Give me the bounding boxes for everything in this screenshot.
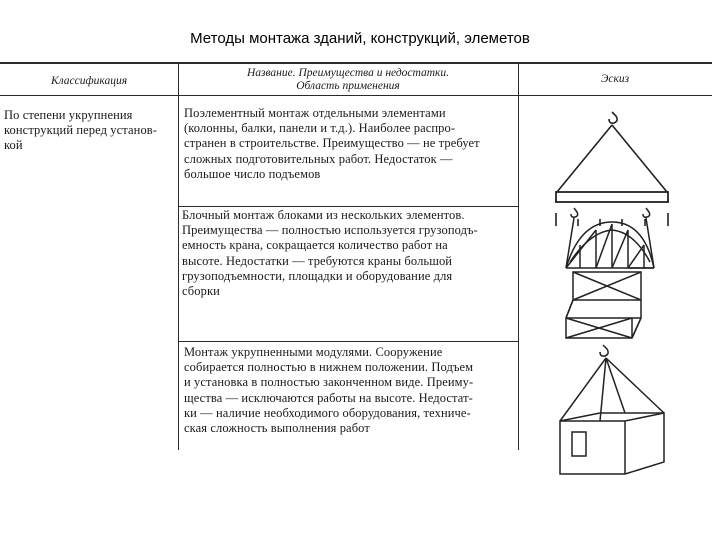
text-line: (колонны, балки, панели и т.д.). Наиболее распро-	[184, 121, 456, 136]
header-sketch: Эскиз	[600, 73, 630, 85]
text-line: грузоподъемности, площадки и оборудование для	[182, 268, 453, 283]
classification-line: По степени укрупнения	[4, 108, 133, 122]
page-title: Методы монтажа зданий, конструкций, элеметов	[190, 30, 530, 47]
crane-hook-icon	[600, 345, 608, 356]
text-line: Поэлементный монтаж отдельными элементами	[184, 106, 446, 120]
text-line: щества — исключаются работы на высоте. Недостат-	[184, 390, 473, 405]
text-line: большое число подъемов	[184, 166, 321, 181]
text-line: странен в строительстве. Преимущество — не требует	[184, 136, 480, 151]
header-description-line1: Название. Преимущества и недостатки.	[246, 67, 450, 79]
classification-line: конструкций перед установ-	[4, 123, 158, 138]
text-line: собирается полностью в нижнем положении. Подъем	[184, 360, 474, 375]
text-line: высоте. Недостатки — требуются краны большой	[182, 253, 453, 268]
text-line: и установка в полностью законченном виде. Преиму-	[184, 375, 474, 390]
classification-line: кой	[4, 138, 23, 153]
module-window	[572, 432, 586, 456]
header-classification: Классификация	[50, 75, 128, 87]
text-line: сложных подготовительных работ. Недостаток —	[184, 151, 453, 166]
header-description-line2: Область применения	[296, 80, 400, 92]
text-line: ская сложность выполнения работ	[184, 421, 370, 436]
text-line: Блочный монтаж блоками из нескольких элементов.	[182, 208, 465, 222]
text-line: Монтаж укрупненными модулями. Сооружение	[184, 345, 443, 359]
text-line: Преимущества — полностью используется грузоподъ-	[182, 223, 478, 238]
text-line: емность крана, сокращается количество работ на	[182, 238, 448, 253]
text-line: ки — наличие необходимого оборудования, техниче-	[184, 405, 471, 420]
text-line: сборки	[182, 284, 220, 299]
